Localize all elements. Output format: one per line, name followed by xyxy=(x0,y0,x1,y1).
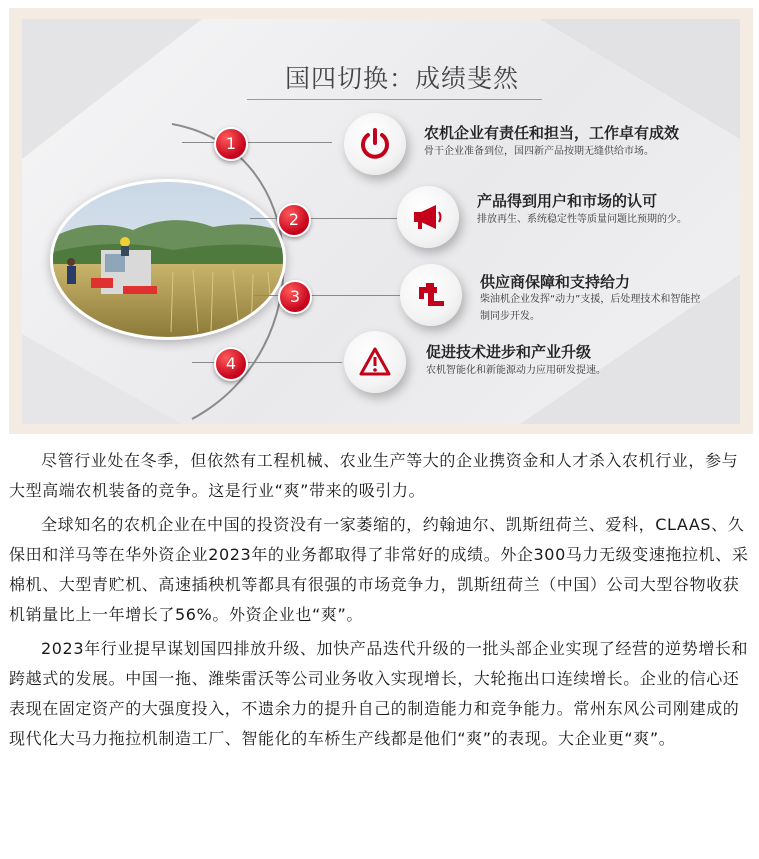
icon-disc-3 xyxy=(400,264,462,326)
step-badge-3: 3 xyxy=(278,280,312,314)
power-icon xyxy=(357,126,393,162)
item-desc-4: 农机智能化和新能源动力应用研发提速。 xyxy=(426,365,606,376)
warning-icon xyxy=(357,344,393,380)
connector-line xyxy=(182,142,332,143)
item-desc-2: 排放再生、系统稳定性等质量问题比预期的少。 xyxy=(477,214,687,225)
article-paragraph-3: 2023年行业提早谋划国四排放升级、加快产品迭代升级的一批头部企业实现了经营的逆势增长和跨越式的发展。中国一拖、潍柴雷沃等公司业务收入实现增长，大轮拖出口连续增长。企业的信心还表现在固定资产的大强度投入，不遗余力的提升自己的制造能力和竞争能力。常州东风公司刚建成的现代化大马力拖拉机制造工厂、智能化的车桥生产线都是他们“爽”的表现。大企业更“爽”。 xyxy=(9,639,749,748)
step-badge-4: 4 xyxy=(214,347,248,381)
connector-line xyxy=(250,218,400,219)
article-paragraph-2: 全球知名的农机企业在中国的投资没有一家萎缩的，约翰迪尔、凯斯纽荷兰、爱科，CLAAS、久保田和洋马等在华外资企业2023年的业务都取得了非常好的成绩。外企300马力无级变速拖拉机、采棉机、大型青贮机、高速插秧机等都具有很强的市场竞争力，凯斯纽荷兰（中国）公司大型谷物收获机销量比上一年增长了56%。外资企业也“爽”。 xyxy=(9,515,749,624)
icon-disc-1 xyxy=(344,113,406,175)
item-title-4: 促进技术进步和产业升级 xyxy=(426,343,592,361)
step-badge-2: 2 xyxy=(277,203,311,237)
article-body xyxy=(0,446,759,754)
harvest-photo xyxy=(50,179,286,340)
item-desc-3: 柴油机企业发挥“动力”支援，后处理技术和智能控制同步开发。 xyxy=(480,294,701,322)
pipe-valve-icon xyxy=(413,277,449,313)
step-badge-1: 1 xyxy=(214,127,248,161)
item-title-2: 产品得到用户和市场的认可 xyxy=(477,192,658,210)
infographic-frame xyxy=(9,8,753,434)
icon-disc-2 xyxy=(397,186,459,248)
article-paragraph-1: 尽管行业处在冬季，但依然有工程机械、农业生产等大的企业携资金和人才杀入农机行业，参与大型高端农机装备的竞争。这是行业“爽”带来的吸引力。 xyxy=(9,451,739,500)
item-title-1: 农机企业有责任和担当，工作卓有成效 xyxy=(424,124,680,142)
megaphone-icon xyxy=(410,199,446,235)
item-desc-1: 骨干企业准备到位，国四新产品按期无缝供给市场。 xyxy=(424,146,654,157)
icon-disc-4 xyxy=(344,331,406,393)
connector-line xyxy=(254,295,404,296)
item-title-3: 供应商保障和支持给力 xyxy=(480,273,631,291)
infographic xyxy=(22,19,740,424)
infographic-title: 国四切换：成绩斐然 xyxy=(284,64,519,93)
